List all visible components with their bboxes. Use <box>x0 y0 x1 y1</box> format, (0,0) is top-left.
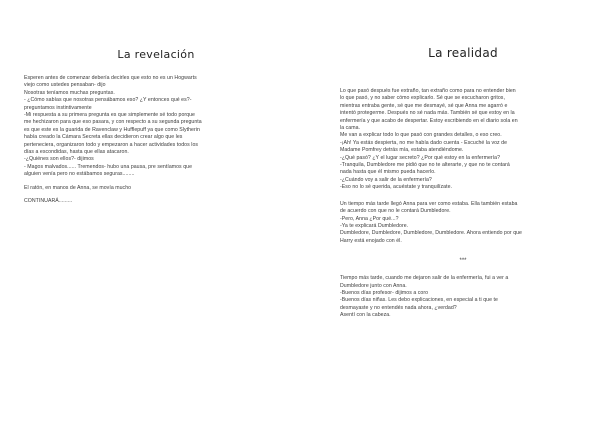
text-line: nada hasta que él mismo pueda hacerlo. <box>340 169 436 176</box>
closing-line: El ratón, en manos de Anna, se movía mucho <box>24 184 132 191</box>
text-line: viejo como ustedes pensaban- dijo <box>24 82 106 89</box>
text-line: Madame Pomfrey detrás mía, estaba atendiéndome. <box>340 147 464 154</box>
text-line: -Buenos días profesor- dijimos a coro <box>340 289 429 296</box>
text-line: desmayaste y no entendés nada ahora, ¿verdad? <box>340 304 457 311</box>
text-line: Nosotras teníamos muchas preguntas. <box>24 89 115 96</box>
text-line: -¿Quiénes son ellos?- dijimos <box>24 156 94 163</box>
text-line: enfermería y que acabo de despertar. Estoy escribiendo en el diario sola en <box>340 117 518 124</box>
text-line: perteneciera, organizaron todo y empezaron a hacer actividades todos los <box>24 141 199 148</box>
text-line: preguntamos instintivamente <box>24 104 92 111</box>
text-line: Un tiempo más tarde llegó Anna para ver como estaba. Ella también estaba <box>340 200 518 207</box>
text-line: -Mi respuesta a su primera pregunta es que simplemente sé todo porque <box>24 112 195 119</box>
text-line: Harry está enojado con él. <box>340 237 402 244</box>
text-line: de acuerdo con que no le contará Dumbledore. <box>340 208 451 215</box>
text-line: -¿Cuándo voy a salir de la enfermería? <box>340 176 432 183</box>
left-page-body <box>24 75 288 206</box>
continue-label: CONTINUARÁ......... <box>24 198 73 205</box>
text-line: mientras entraba gente, sé que me desmayé, sé que Anna me agarró e <box>340 102 508 109</box>
text-line: Dumbledore junto con Anna. <box>340 282 407 289</box>
text-line: es que este es la guarida de Ravenclaw y Hufflepuff ya que como Slytherin <box>24 126 200 133</box>
text-line: lo que pasó, y no saber cómo explicarlo. Sé que se escucharon gritos, <box>340 95 505 102</box>
text-line: -¡Ah! Ya estás despierta, no me había dado cuenta - Escuché la voz de <box>340 139 508 146</box>
text-line: Me van a explicar todo lo que pasó con grandes detalles, o eso creo. <box>340 132 502 139</box>
text-line: -Ya te explicará Dumbledore. <box>340 222 409 229</box>
section-separator: *** <box>459 258 467 265</box>
right-page-body <box>340 88 586 320</box>
right-page <box>300 0 600 424</box>
text-line: -Tranquila, Dumbledore me pidió que no te alterarte, y que no te contará <box>340 162 510 169</box>
text-line: alguien venía pero no estábamos seguras........ <box>24 171 135 178</box>
text-line: Esperen antes de comenzar debería decirles que esto no es un Hogwarts <box>24 75 197 81</box>
text-line: la cama. <box>340 125 361 132</box>
text-line: Asentí con la cabeza. <box>340 312 391 319</box>
text-line: -Eso no lo sé querida, acuéstate y tranquilízate. <box>340 184 453 191</box>
text-line: Tiempo más tarde, cuando me dejaron salir de la enfermería, fui a ver a <box>340 275 509 282</box>
text-line: -Pero, Anna ¿Por qué...? <box>340 215 399 222</box>
text-line: había creado la Cámara Secreta ellas decidieron crear algo que les <box>24 134 183 141</box>
text-line: - ¿Cómo sabías que nosotras pensábamos eso? ¿Y entonces qué es?- <box>24 97 192 104</box>
text-line: días a escondidas, hasta que ellas atacaron. <box>24 149 129 156</box>
text-line: Dumbledore, Dumbledore, Dumbledore, Dumbledore. Ahora entiendo por que <box>340 230 522 237</box>
text-line: -¿Qué pasó? ¿Y el lugar secreto? ¿Por qué estoy en la enfermería? <box>340 154 501 161</box>
text-line: Lo que pasó después fue extraño, tan extraño como para no entender bien <box>340 88 516 94</box>
text-line: -Buenos días niñas. Les debo explicaciones, en especial a ti que te <box>340 297 498 304</box>
left-page-title: La revelación <box>117 48 195 61</box>
right-page-title: La realidad <box>428 46 498 60</box>
text-line: - Magos malvados...... Tremendos- hubo una pausa, pre sentíamos que <box>24 163 192 170</box>
text-line: me hechizaron para que eso pasara, y con respecto a su segunda pregunta <box>24 119 202 126</box>
text-line: intentó protegerme. Después no sé nada más. También sé que estoy en la <box>340 110 515 117</box>
